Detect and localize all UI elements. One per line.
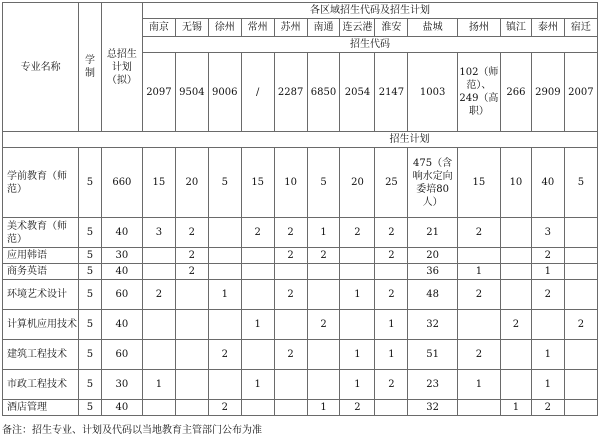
total-plan-header: 总招生计划（拟）: [101, 3, 142, 132]
region-plan-cell: [501, 264, 532, 280]
region-plan-cell: 2: [531, 280, 564, 310]
total-plan-cell: 40: [101, 264, 142, 280]
region-name: 镇江: [501, 19, 532, 37]
region-plan-cell: [175, 370, 208, 400]
total-plan-cell: 60: [101, 280, 142, 310]
region-plan-cell: 48: [408, 280, 457, 310]
region-plan-cell: [274, 310, 307, 340]
region-name: 常州: [241, 19, 274, 37]
major-name: 市政工程技术: [3, 370, 79, 400]
duration-header: 学制: [79, 3, 102, 132]
region-plan-cell: [340, 264, 375, 280]
region-plan-cell: [457, 310, 500, 340]
region-plan-cell: [564, 264, 597, 280]
region-plan-cell: 1: [307, 400, 340, 416]
region-plan-cell: [307, 370, 340, 400]
region-name: 淮安: [375, 19, 408, 37]
region-plan-cell: [501, 340, 532, 370]
region-plan-cell: 5: [564, 148, 597, 218]
region-plan-cell: [274, 264, 307, 280]
region-plan-cell: 2: [375, 218, 408, 248]
code-title: 招生代码: [142, 37, 597, 53]
region-plan-cell: 10: [501, 148, 532, 218]
region-plan-cell: [307, 340, 340, 370]
region-code: 2287: [274, 53, 307, 132]
region-plan-cell: [564, 370, 597, 400]
region-plan-cell: [175, 310, 208, 340]
region-plan-cell: [457, 248, 500, 264]
region-plan-cell: 2: [241, 218, 274, 248]
region-plan-cell: 1: [208, 280, 241, 310]
region-plan-cell: [531, 310, 564, 340]
region-plan-cell: [375, 400, 408, 416]
total-plan-cell: 30: [101, 370, 142, 400]
region-code: 6850: [307, 53, 340, 132]
region-plan-cell: 40: [531, 148, 564, 218]
duration-cell: 5: [79, 370, 102, 400]
region-plan-cell: [175, 340, 208, 370]
region-plan-cell: 2: [340, 400, 375, 416]
region-plan-cell: 2: [208, 400, 241, 416]
region-plan-cell: 2: [208, 340, 241, 370]
plan-body: [3, 148, 598, 416]
region-plan-cell: 3: [142, 218, 175, 248]
total-plan-cell: 60: [101, 340, 142, 370]
region-name: 扬州: [457, 19, 500, 37]
region-plan-cell: 1: [375, 310, 408, 340]
region-code: 2147: [375, 53, 408, 132]
duration-cell: 5: [79, 340, 102, 370]
region-plan-cell: 2: [340, 218, 375, 248]
region-plan-cell: 1: [340, 370, 375, 400]
region-name: 无锡: [175, 19, 208, 37]
region-plan-cell: 1: [241, 370, 274, 400]
region-plan-cell: 1: [457, 264, 500, 280]
region-plan-cell: [307, 264, 340, 280]
major-name: 建筑工程技术: [3, 340, 79, 370]
region-plan-cell: 23: [408, 370, 457, 400]
region-plan-cell: 1: [457, 370, 500, 400]
region-plan-cell: 2: [307, 248, 340, 264]
region-plan-cell: [501, 280, 532, 310]
major-name: 美术教育（师范）: [3, 218, 79, 248]
total-plan-cell: 40: [101, 218, 142, 248]
region-plan-cell: 20: [340, 148, 375, 218]
region-plan-cell: [142, 310, 175, 340]
region-plan-cell: 3: [531, 218, 564, 248]
region-plan-cell: 2: [375, 280, 408, 310]
table-row: [3, 218, 598, 248]
region-plan-cell: 2: [457, 280, 500, 310]
duration-cell: 5: [79, 280, 102, 310]
region-name: 苏州: [274, 19, 307, 37]
region-plan-cell: [241, 264, 274, 280]
region-plan-cell: 2: [307, 310, 340, 340]
region-code: 2054: [340, 53, 375, 132]
region-plan-cell: [340, 248, 375, 264]
region-plan-cell: [241, 400, 274, 416]
region-plan-cell: [208, 264, 241, 280]
region-name: 南通: [307, 19, 340, 37]
region-plan-cell: 15: [241, 148, 274, 218]
region-code: 9504: [175, 53, 208, 132]
region-plan-cell: [208, 370, 241, 400]
region-plan-cell: 10: [274, 148, 307, 218]
region-plan-cell: 2: [274, 340, 307, 370]
region-plan-cell: 21: [408, 218, 457, 248]
region-name: 盐城: [408, 19, 457, 37]
region-plan-cell: 15: [142, 148, 175, 218]
region-plan-cell: 2: [375, 370, 408, 400]
enrollment-plan-table: [2, 2, 598, 416]
region-plan-cell: 2: [175, 248, 208, 264]
region-plan-cell: 15: [457, 148, 500, 218]
region-plan-cell: 32: [408, 400, 457, 416]
region-plan-cell: [208, 218, 241, 248]
major-name: 学前教育（师范）: [3, 148, 79, 218]
footnote: 备注：招生专业、计划及代码以当地教育主管部门公布为准: [2, 425, 262, 436]
region-plan-cell: [564, 340, 597, 370]
region-plan-cell: 1: [375, 340, 408, 370]
region-plan-cell: 2: [564, 310, 597, 340]
plan-title: 招生计划: [3, 132, 598, 148]
region-plan-cell: 2: [457, 340, 500, 370]
region-plan-cell: [501, 218, 532, 248]
total-plan-cell: 30: [101, 248, 142, 264]
region-plan-cell: 2: [175, 218, 208, 248]
region-plan-cell: [142, 248, 175, 264]
table-row: [3, 400, 598, 416]
total-plan-cell: 660: [101, 148, 142, 218]
region-plan-cell: 2: [274, 280, 307, 310]
region-plan-cell: 1: [531, 264, 564, 280]
region-plan-cell: [274, 370, 307, 400]
region-plan-cell: [501, 248, 532, 264]
region-name: 南京: [142, 19, 175, 37]
regions-title: 各区域招生代码及招生计划: [142, 3, 597, 19]
region-plan-cell: 475（含响水定向委培80人）: [408, 148, 457, 218]
region-plan-cell: [307, 280, 340, 310]
total-plan-cell: 40: [101, 400, 142, 416]
region-plan-cell: 25: [375, 148, 408, 218]
region-plan-cell: 2: [457, 218, 500, 248]
duration-cell: 5: [79, 310, 102, 340]
region-plan-cell: [175, 280, 208, 310]
major-header: 专业名称: [3, 3, 79, 132]
region-plan-cell: [564, 218, 597, 248]
region-name: 宿迁: [564, 19, 597, 37]
region-plan-cell: 1: [241, 310, 274, 340]
region-plan-cell: 2: [531, 400, 564, 416]
region-plan-cell: 36: [408, 264, 457, 280]
region-name: 徐州: [208, 19, 241, 37]
region-name: 泰州: [531, 19, 564, 37]
region-plan-cell: 20: [408, 248, 457, 264]
region-plan-cell: 5: [307, 148, 340, 218]
region-plan-cell: [142, 264, 175, 280]
region-code: 102（师范）、249（高职）: [457, 53, 500, 132]
duration-cell: 5: [79, 264, 102, 280]
region-code: 9006: [208, 53, 241, 132]
region-plan-cell: 2: [142, 280, 175, 310]
region-plan-cell: 1: [501, 400, 532, 416]
region-code: 266: [501, 53, 532, 132]
duration-cell: 5: [79, 248, 102, 264]
duration-cell: 5: [79, 400, 102, 416]
duration-cell: 5: [79, 218, 102, 248]
total-plan-cell: 40: [101, 310, 142, 340]
region-plan-cell: [208, 310, 241, 340]
region-plan-cell: 1: [307, 218, 340, 248]
duration-cell: 5: [79, 148, 102, 218]
region-plan-cell: 1: [142, 370, 175, 400]
table-row: [3, 248, 598, 264]
region-plan-cell: 1: [340, 340, 375, 370]
region-code: 1003: [408, 53, 457, 132]
major-name: 环境艺术设计: [3, 280, 79, 310]
region-plan-cell: 2: [274, 218, 307, 248]
major-name: 酒店管理: [3, 400, 79, 416]
region-plan-cell: [175, 400, 208, 416]
region-plan-cell: [274, 400, 307, 416]
region-plan-cell: 1: [531, 370, 564, 400]
major-name: 应用韩语: [3, 248, 79, 264]
region-plan-cell: [340, 310, 375, 340]
region-plan-cell: [457, 400, 500, 416]
region-plan-cell: [142, 400, 175, 416]
region-plan-cell: [564, 400, 597, 416]
major-name: 计算机应用技术: [3, 310, 79, 340]
region-code: 2097: [142, 53, 175, 132]
table-row: [3, 310, 598, 340]
region-plan-cell: 2: [375, 248, 408, 264]
region-plan-cell: 2: [531, 248, 564, 264]
table-row: [3, 340, 598, 370]
region-plan-cell: [241, 340, 274, 370]
region-plan-cell: 2: [501, 310, 532, 340]
table-row: [3, 280, 598, 310]
region-plan-cell: [241, 248, 274, 264]
region-plan-cell: [142, 340, 175, 370]
region-plan-cell: [564, 280, 597, 310]
region-plan-cell: 5: [208, 148, 241, 218]
region-name: 连云港: [340, 19, 375, 37]
region-plan-cell: 1: [340, 280, 375, 310]
major-name: 商务英语: [3, 264, 79, 280]
table-row: [3, 370, 598, 400]
region-plan-cell: 32: [408, 310, 457, 340]
region-plan-cell: 20: [175, 148, 208, 218]
region-plan-cell: 2: [175, 264, 208, 280]
table-row: [3, 148, 598, 218]
region-code: 2007: [564, 53, 597, 132]
region-plan-cell: [375, 264, 408, 280]
region-plan-cell: [208, 248, 241, 264]
region-plan-cell: [501, 370, 532, 400]
region-plan-cell: 2: [274, 248, 307, 264]
region-plan-cell: 51: [408, 340, 457, 370]
table-row: [3, 264, 598, 280]
region-plan-cell: [241, 280, 274, 310]
region-code: /: [241, 53, 274, 132]
region-plan-cell: 1: [531, 340, 564, 370]
region-code: 2909: [531, 53, 564, 132]
region-plan-cell: [564, 248, 597, 264]
